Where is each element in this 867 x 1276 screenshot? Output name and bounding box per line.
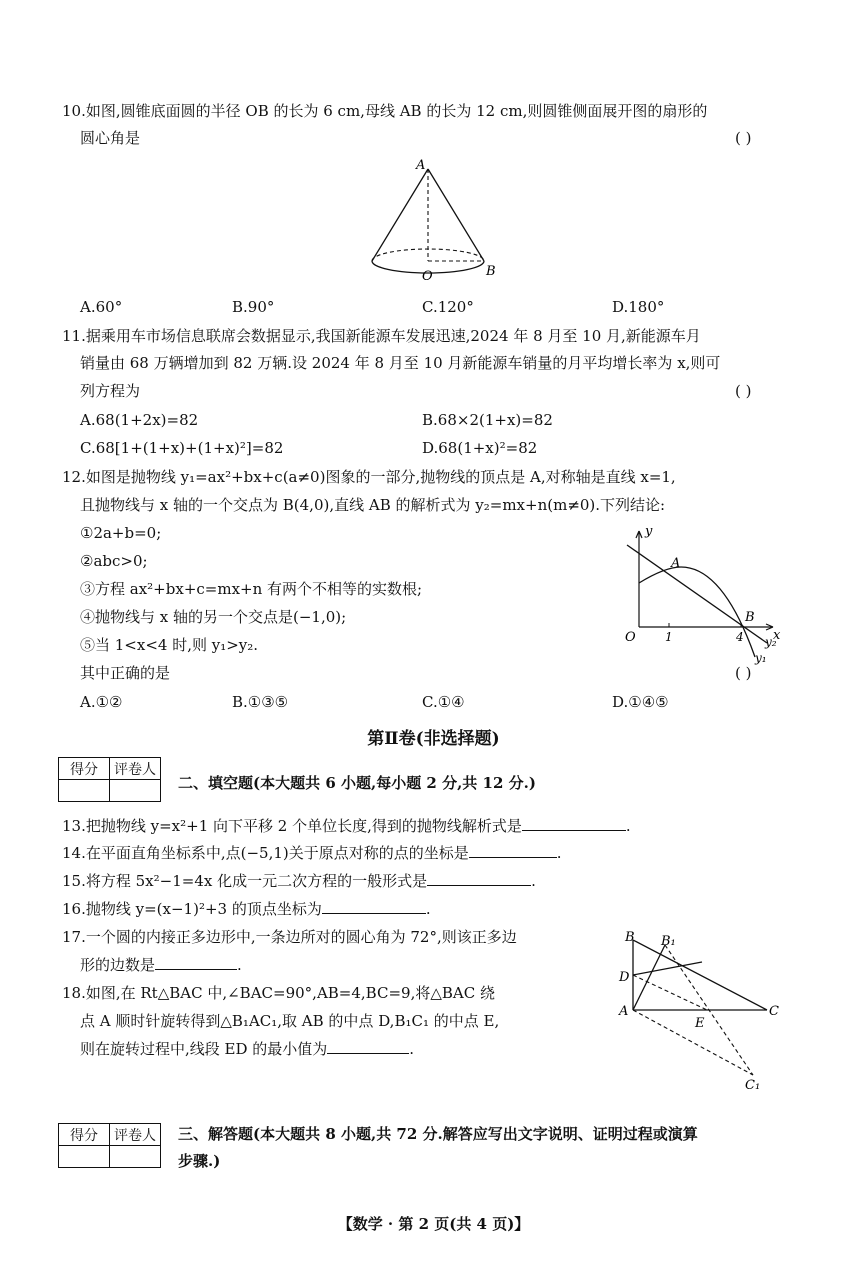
parabola-label-1: 1 xyxy=(665,630,673,644)
q11-option-c: C.68[1+(1+x)+(1+x)²]=82 xyxy=(80,439,284,457)
q14 xyxy=(62,843,562,863)
q13-end: . xyxy=(625,817,631,835)
q16 xyxy=(62,899,431,919)
rotation-label-e: E xyxy=(695,1016,705,1031)
page-footer: 【数学 · 第 2 页(共 4 页)】 xyxy=(337,1215,530,1233)
rotation-label-a: A xyxy=(619,1004,629,1019)
parabola-label-y: y xyxy=(645,524,653,539)
q15 xyxy=(62,871,536,891)
q10-option-d: D.180° xyxy=(612,298,665,316)
score-cell[interactable] xyxy=(59,780,110,802)
parabola-label-4: 4 xyxy=(736,630,744,644)
q12-line1: 12.如图是抛物线 y₁=ax²+bx+c(a≠0)图象的一部分,抛物线的顶点是 A,对称轴是直线 x=1, xyxy=(62,468,676,486)
cone-label-b: B xyxy=(486,264,496,279)
q11-line2: 销量由 68 万辆增加到 82 万辆.设 2024 年 8 月至 10 月新能源车销量的月平均增长率为 x,则可 xyxy=(80,354,721,372)
q15-text: 15.将方程 5x²−1=4x 化成一元二次方程的一般形式是 xyxy=(62,872,428,890)
rotation-label-b: B xyxy=(625,930,635,945)
q18-text: 则在旋转过程中,线段 ED 的最小值为 xyxy=(80,1040,328,1058)
rotation-figure xyxy=(615,925,790,1095)
q14-text: 14.在平面直角坐标系中,点(−5,1)关于原点对称的点的坐标是 xyxy=(62,844,469,862)
parabola-label-a: A xyxy=(671,556,681,571)
q10-line1: 10.如图,圆锥底面圆的半径 OB 的长为 6 cm,母线 AB 的长为 12 cm,则圆锥侧面展开图的扇形的 xyxy=(62,102,708,120)
q10-option-c: C.120° xyxy=(422,298,474,316)
q11-line1: 11.据乘用车市场信息联席会数据显示,我国新能源车发展迅速,2024 年 8 月至 10 月,新能源车月 xyxy=(62,327,701,345)
q14-end: . xyxy=(556,844,562,862)
cone-label-o: O xyxy=(422,269,433,284)
parabola-label-y2: y₂ xyxy=(765,635,777,649)
q12-prompt: 其中正确的是 xyxy=(80,664,171,682)
q13 xyxy=(62,816,631,836)
parabola-label-o: O xyxy=(625,630,636,645)
q15-blank[interactable] xyxy=(427,871,531,886)
score-table-1 xyxy=(58,757,161,802)
q12-conclusion-1: ①2a+b=0; xyxy=(80,524,162,542)
q12-option-a: A.①② xyxy=(80,693,123,711)
q12-conclusion-4: ④抛物线与 x 轴的另一个交点是(−1,0); xyxy=(80,608,347,626)
score-label: 得分 xyxy=(59,758,110,780)
q12-option-d: D.①④⑤ xyxy=(612,693,669,711)
q15-end: . xyxy=(531,872,536,890)
q12-option-b: B.①③⑤ xyxy=(232,693,289,711)
score-label-2: 得分 xyxy=(59,1124,110,1146)
parabola-label-x: x xyxy=(773,628,781,643)
q14-blank[interactable] xyxy=(469,843,557,858)
q10-answer-paren: ( ) xyxy=(735,129,752,147)
parabola-label-b: B xyxy=(745,610,755,625)
q10-option-b: B.90° xyxy=(232,298,275,316)
grader-cell-2[interactable] xyxy=(110,1146,161,1168)
q17-blank[interactable] xyxy=(155,955,237,970)
rotation-label-c1: C₁ xyxy=(745,1078,761,1093)
q10-option-a: A.60° xyxy=(80,298,123,316)
rotation-label-c: C xyxy=(769,1004,779,1019)
q10-line2: 圆心角是 xyxy=(80,129,141,147)
q12-conclusion-3: ③方程 ax²+bx+c=mx+n 有两个不相等的实数根; xyxy=(80,580,423,598)
section3-title-line1: 三、解答题(本大题共 8 小题,共 72 分.解答应写出文字说明、证明过程或演算 xyxy=(178,1125,698,1143)
q16-text: 16.抛物线 y=(x−1)²+3 的顶点坐标为 xyxy=(62,900,322,918)
parabola-figure xyxy=(615,525,795,665)
part2-title: 第Ⅱ卷(非选择题) xyxy=(367,729,500,749)
score-cell-2[interactable] xyxy=(59,1146,110,1168)
cone-figure xyxy=(360,155,510,285)
section3-title-line2: 步骤.) xyxy=(178,1152,221,1170)
q12-option-c: C.①④ xyxy=(422,693,465,711)
q11-line3: 列方程为 xyxy=(80,382,141,400)
grader-label: 评卷人 xyxy=(110,758,161,780)
q18-line2: 点 A 顺时针旋转得到△B₁AC₁,取 AB 的中点 D,B₁C₁ 的中点 E, xyxy=(80,1012,500,1030)
q18-line1: 18.如图,在 Rt△BAC 中,∠BAC=90°,AB=4,BC=9,将△BAC 绕 xyxy=(62,984,495,1002)
q11-option-a: A.68(1+2x)=82 xyxy=(80,411,199,429)
grader-label-2: 评卷人 xyxy=(110,1124,161,1146)
q16-blank[interactable] xyxy=(322,899,426,914)
q17-text: 形的边数是 xyxy=(80,956,156,974)
cone-label-a: A xyxy=(416,158,426,173)
section2-title: 二、填空题(本大题共 6 小题,每小题 2 分,共 12 分.) xyxy=(178,774,536,792)
rotation-label-d: D xyxy=(619,970,630,985)
q18-blank[interactable] xyxy=(327,1039,409,1054)
q11-option-b: B.68×2(1+x)=82 xyxy=(422,411,553,429)
q12-conclusion-2: ②abc>0; xyxy=(80,552,148,570)
q17-end: . xyxy=(237,956,242,974)
score-table-2 xyxy=(58,1123,161,1168)
q13-blank[interactable] xyxy=(522,816,626,831)
parabola-label-y1: y₁ xyxy=(755,651,767,665)
q12-line2: 且抛物线与 x 轴的一个交点为 B(4,0),直线 AB 的解析式为 y₂=mx+n(m≠0).下列结论: xyxy=(80,496,666,514)
q11-option-d: D.68(1+x)²=82 xyxy=(422,439,538,457)
q12-conclusion-5: ⑤当 1<x<4 时,则 y₁>y₂. xyxy=(80,636,259,654)
q17-line2 xyxy=(80,955,242,975)
q13-text: 13.把抛物线 y=x²+1 向下平移 2 个单位长度,得到的抛物线解析式是 xyxy=(62,817,522,835)
q17-line1: 17.一个圆的内接正多边形中,一条边所对的圆心角为 72°,则该正多边 xyxy=(62,928,517,946)
q12-answer-paren: ( ) xyxy=(735,664,752,682)
q18-line3-row xyxy=(80,1039,414,1059)
q11-answer-paren: ( ) xyxy=(735,382,752,400)
grader-cell[interactable] xyxy=(110,780,161,802)
q18-end: . xyxy=(409,1040,415,1058)
rotation-label-b1: B₁ xyxy=(661,934,676,949)
q16-end: . xyxy=(425,900,431,918)
